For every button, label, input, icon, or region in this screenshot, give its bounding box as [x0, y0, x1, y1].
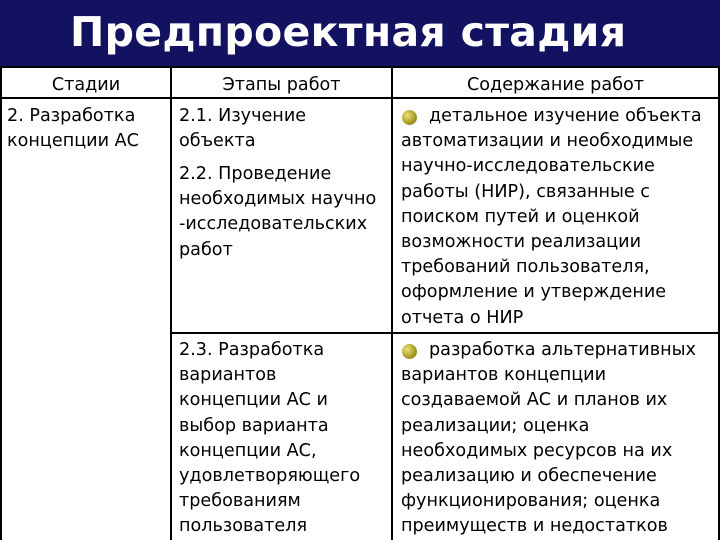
- header-work-steps: Этапы работ: [222, 75, 341, 95]
- content-1: детальное изучение объекта автоматизации и необходимые научно-исследовательские работы (НИР), связанные с поиском путей и оценкой возможности реализации требований пользователя, оформление и утверждение отчета о НИР: [401, 106, 702, 328]
- table-border-top: [0, 66, 720, 68]
- title-bar: [0, 0, 720, 66]
- row-divider: [170, 332, 720, 334]
- content-2: разработка альтернативных вариантов концепции создаваемой АС и планов их реализации; оценка необходимых ресурсов на их реализацию и обеспечение функционирования; оценка преимуществ и недостатков: [401, 340, 696, 537]
- step-2-2: 2.2. Проведение необходимых научно -исследовательских работ: [179, 164, 377, 260]
- stages-table: [0, 66, 720, 540]
- step-2-1: 2.1. Изучение объекта: [179, 106, 307, 152]
- slide-title: Предпроектная стадия: [70, 8, 627, 56]
- header-stages: Стадии: [51, 75, 121, 95]
- column-divider-2: [391, 66, 393, 540]
- step-2-3: 2.3. Разработка вариантов концепции АС и выбор варианта концепции АС, удовлетворяющего требованиям пользователя: [179, 340, 361, 537]
- header-work-content: Содержание работ: [466, 75, 644, 95]
- stage-cell: 2. Разработка концепции АС: [7, 106, 139, 152]
- column-divider-1: [170, 66, 172, 540]
- table-border-left: [0, 66, 2, 540]
